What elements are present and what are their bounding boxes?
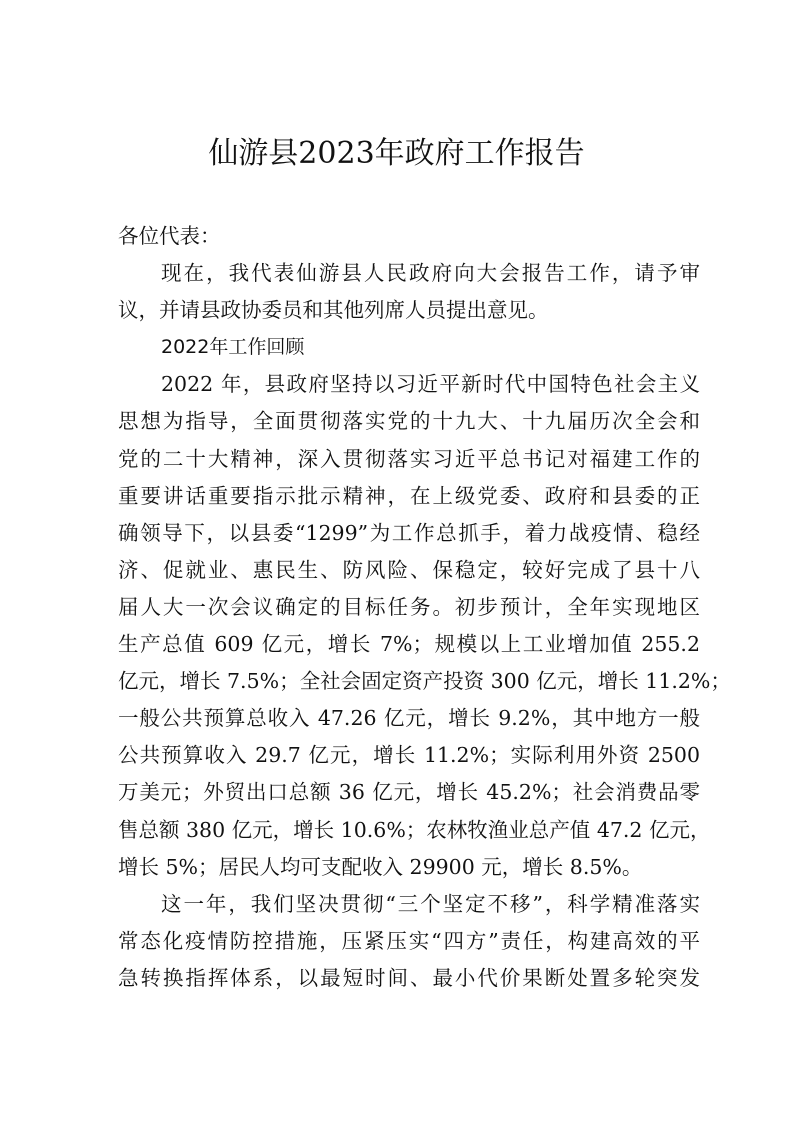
text-line: 思想为指导，全面贯彻落实党的十九大、十九届历次全会和 (118, 409, 700, 434)
text-line: 现在，我代表仙游县人民政府向大会报告工作，请予审 (161, 261, 700, 286)
document-title: 仙游县2023年政府工作报告 (208, 136, 585, 171)
text-line: 亿元，增长 7.5%；全社会固定资产投资 300 亿元，增长 11.2%； (118, 669, 731, 694)
text-line: 届人大一次会议确定的目标任务。初步预计，全年实现地区 (118, 594, 700, 619)
text-line: 常态化疫情防控措施，压紧压实“四方”责任，构建高效的平 (118, 928, 700, 953)
text-line: 一般公共预算总收入 47.26 亿元，增长 9.2%，其中地方一般 (118, 706, 700, 731)
intro-paragraph (118, 255, 700, 329)
document-body (118, 218, 731, 997)
text-line: 2022 年，县政府坚持以习近平新时代中国特色社会主义 (161, 372, 700, 397)
text-line: 党的二十大精神，深入贯彻落实习近平总书记对福建工作的 (118, 446, 700, 471)
text-line: 确领导下，以县委“1299”为工作总抓手，着力战疫情、稳经 (118, 520, 700, 545)
text-line: 议，并请县政协委员和其他列席人员提出意见。 (118, 298, 549, 323)
text-line: 公共预算收入 29.7 亿元，增长 11.2%；实际利用外资 2500 (118, 743, 700, 768)
text-line: 万美元；外贸出口总额 36 亿元，增长 45.2%；社会消费品零 (118, 780, 700, 805)
salutation: 各位代表： (118, 224, 221, 248)
text-line: 增长 5%；居民人均可支配收入 29900 元，增长 8.5%。 (118, 854, 643, 879)
text-line: 急转换指挥体系，以最短时间、最小代价果断处置多轮突发 (118, 965, 700, 990)
paragraph-review-summary (118, 366, 731, 885)
section-heading: 2022年工作回顾 (161, 336, 305, 359)
paragraph-epidemic-control (118, 886, 700, 997)
text-line: 售总额 380 亿元，增长 10.6%；农林牧渔业总产值 47.2 亿元， (118, 817, 711, 842)
text-line: 济、促就业、惠民生、防风险、保稳定，较好完成了县十八 (118, 557, 700, 582)
text-line: 这一年，我们坚决贯彻“三个坚定不移”，科学精准落实 (161, 891, 700, 916)
text-line: 生产总值 609 亿元，增长 7%；规模以上工业增加值 255.2 (118, 632, 700, 657)
text-line: 重要讲话重要指示批示精神，在上级党委、政府和县委的正 (118, 483, 700, 508)
